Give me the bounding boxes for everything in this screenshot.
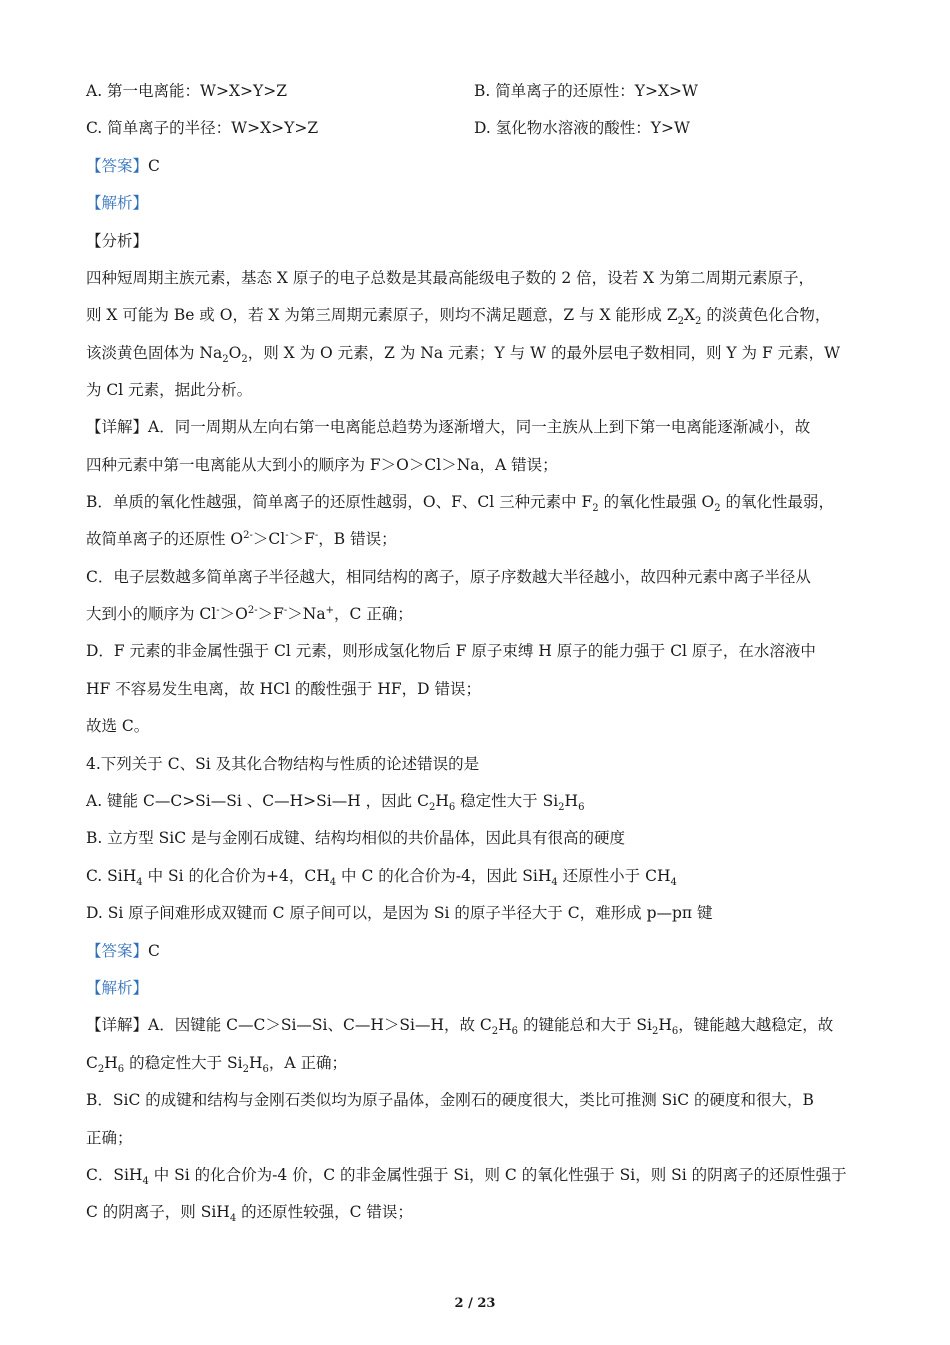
q4-stem: 4.下列关于 C、Si 及其化合物结构与性质的论述错误的是	[86, 755, 480, 773]
q4-option-b: B. 立方型 SiC 是与金刚石成键、结构均相似的共价晶体，因此具有很高的硬度	[86, 829, 626, 847]
q3-detail-b-1: B．单质的氧化性越强，简单离子的还原性越弱，O、F、Cl 三种元素中 $F_2$ 的氧化性最强 $O_2$ 的氧化性最弱，	[86, 493, 835, 515]
q3-fenxi-line-4: 为 Cl 元素，据此分析。	[86, 381, 253, 399]
q3-detail-a-2: 四种元素中第一电离能从大到小的顺序为 F＞O＞Cl＞Na，A 错误；	[86, 456, 558, 474]
q3-fenxi-line-3: 该淡黄色固体为 $Na_2O_2$，则 X 为 O 元素，Z 为 Na 元素；Y 与 W 的最外层电子数相同，则 Y 为 F 元素，W	[86, 344, 841, 366]
answer-label: 【答案】	[86, 157, 149, 175]
q3-option-b: B. 简单离子的还原性：Y>X>W	[474, 82, 698, 100]
q4-detail-b-1: B．SiC 的成键和结构与金刚石类似均为原子晶体，金刚石的硬度很大，类比可推测 SiC 的硬度和很大，B	[86, 1091, 814, 1109]
q3-detail-b-2: 故简单离子的还原性 $O^{2-}>Cl^->F^-$，B 错误；	[86, 529, 397, 548]
q3-fenxi-line-2: 则 X 可能为 Be 或 O，若 X 为第三周期元素原子，则均不满足题意，Z 与 X 能形成 $Z_2X_2$ 的淡黄色化合物，	[86, 306, 831, 328]
q3-answer	[86, 155, 870, 177]
q4-answer: 【答案】C	[86, 942, 160, 960]
q3-option-d: D. 氢化物水溶液的酸性：Y>W	[474, 119, 690, 137]
q4-detail-a-1: 【详解】A．因键能 C—C＞Si—Si、C—H＞Si—H，故 $C_2H_6$ 的键能总和大于 $Si_2H_6$，键能越大越稳定，故	[86, 1016, 834, 1038]
q3-detail-c-1: C．电子层数越多简单离子半径越大，相同结构的离子，原子序数越大半径越小，故四种元素中离子半径从	[86, 568, 811, 586]
q3-analysis-label: 【解析】	[86, 194, 149, 212]
q3-option-c: C. 简单离子的半径：W>X>Y>Z	[86, 119, 319, 137]
page-number: 2 / 23	[454, 1296, 496, 1311]
q4-detail-c-1: C．SiH$_4$ 中 Si 的化合价为-4 价，C 的非金属性强于 Si，则 C 的氧化性强于 Si，则 Si 的阴离子的还原性强于	[86, 1166, 847, 1188]
q4-option-c: C. SiH$_4$ 中 Si 的化合价为+4，$CH_4$ 中 C 的化合价为-4，因此 SiH$_4$ 还原性小于 $CH_4$	[86, 867, 677, 889]
q4-detail-c-2: C 的阴离子，则 SiH$_4$ 的还原性较强，C 错误；	[86, 1203, 413, 1225]
q4-analysis-label: 【解析】	[86, 979, 149, 997]
q4-option-d: D. Si 原子间难形成双键而 C 原子间可以，是因为 Si 的原子半径大于 C，难形成 p—pπ 键	[86, 904, 713, 922]
q3-detail-d-2: HF 不容易发生电离，故 HCl 的酸性强于 HF，D 错误；	[86, 680, 481, 698]
q3-option-a: A. 第一电离能：W>X>Y>Z	[86, 82, 287, 100]
q4-detail-b-2: 正确；	[86, 1129, 133, 1147]
answer-value: C	[148, 157, 160, 175]
q3-fenxi-line-1: 四种短周期主族元素，基态 X 原子的电子总数是其最高能级电子数的 2 倍，设若 X 为第二周期元素原子，	[86, 269, 814, 287]
q3-conclusion: 故选 C。	[86, 717, 150, 735]
q3-detail-c-2: 大到小的顺序为 $Cl^->O^{2-}>F^->Na^+$，C 正确；	[86, 604, 413, 623]
q4-detail-a-2: $C_2H_6$ 的稳定性大于 $Si_2H_6$，A 正确；	[86, 1054, 347, 1076]
q3-detail-a-1: 【详解】A．同一周期从左向右第一电离能总趋势为逐渐增大，同一主族从上到下第一电离能逐渐减小，故	[86, 418, 811, 436]
q3-fenxi-label: 【分析】	[86, 232, 149, 250]
q4-option-a: A. 键能 C—C>Si—Si 、C—H>Si—H ，因此 $C_2H_6$ 稳定性大于 $Si_2H_6$	[86, 792, 585, 814]
q3-detail-d-1: D．F 元素的非金属性强于 Cl 元素，则形成氢化物后 F 原子束缚 H 原子的能力强于 Cl 原子，在水溶液中	[86, 642, 816, 660]
